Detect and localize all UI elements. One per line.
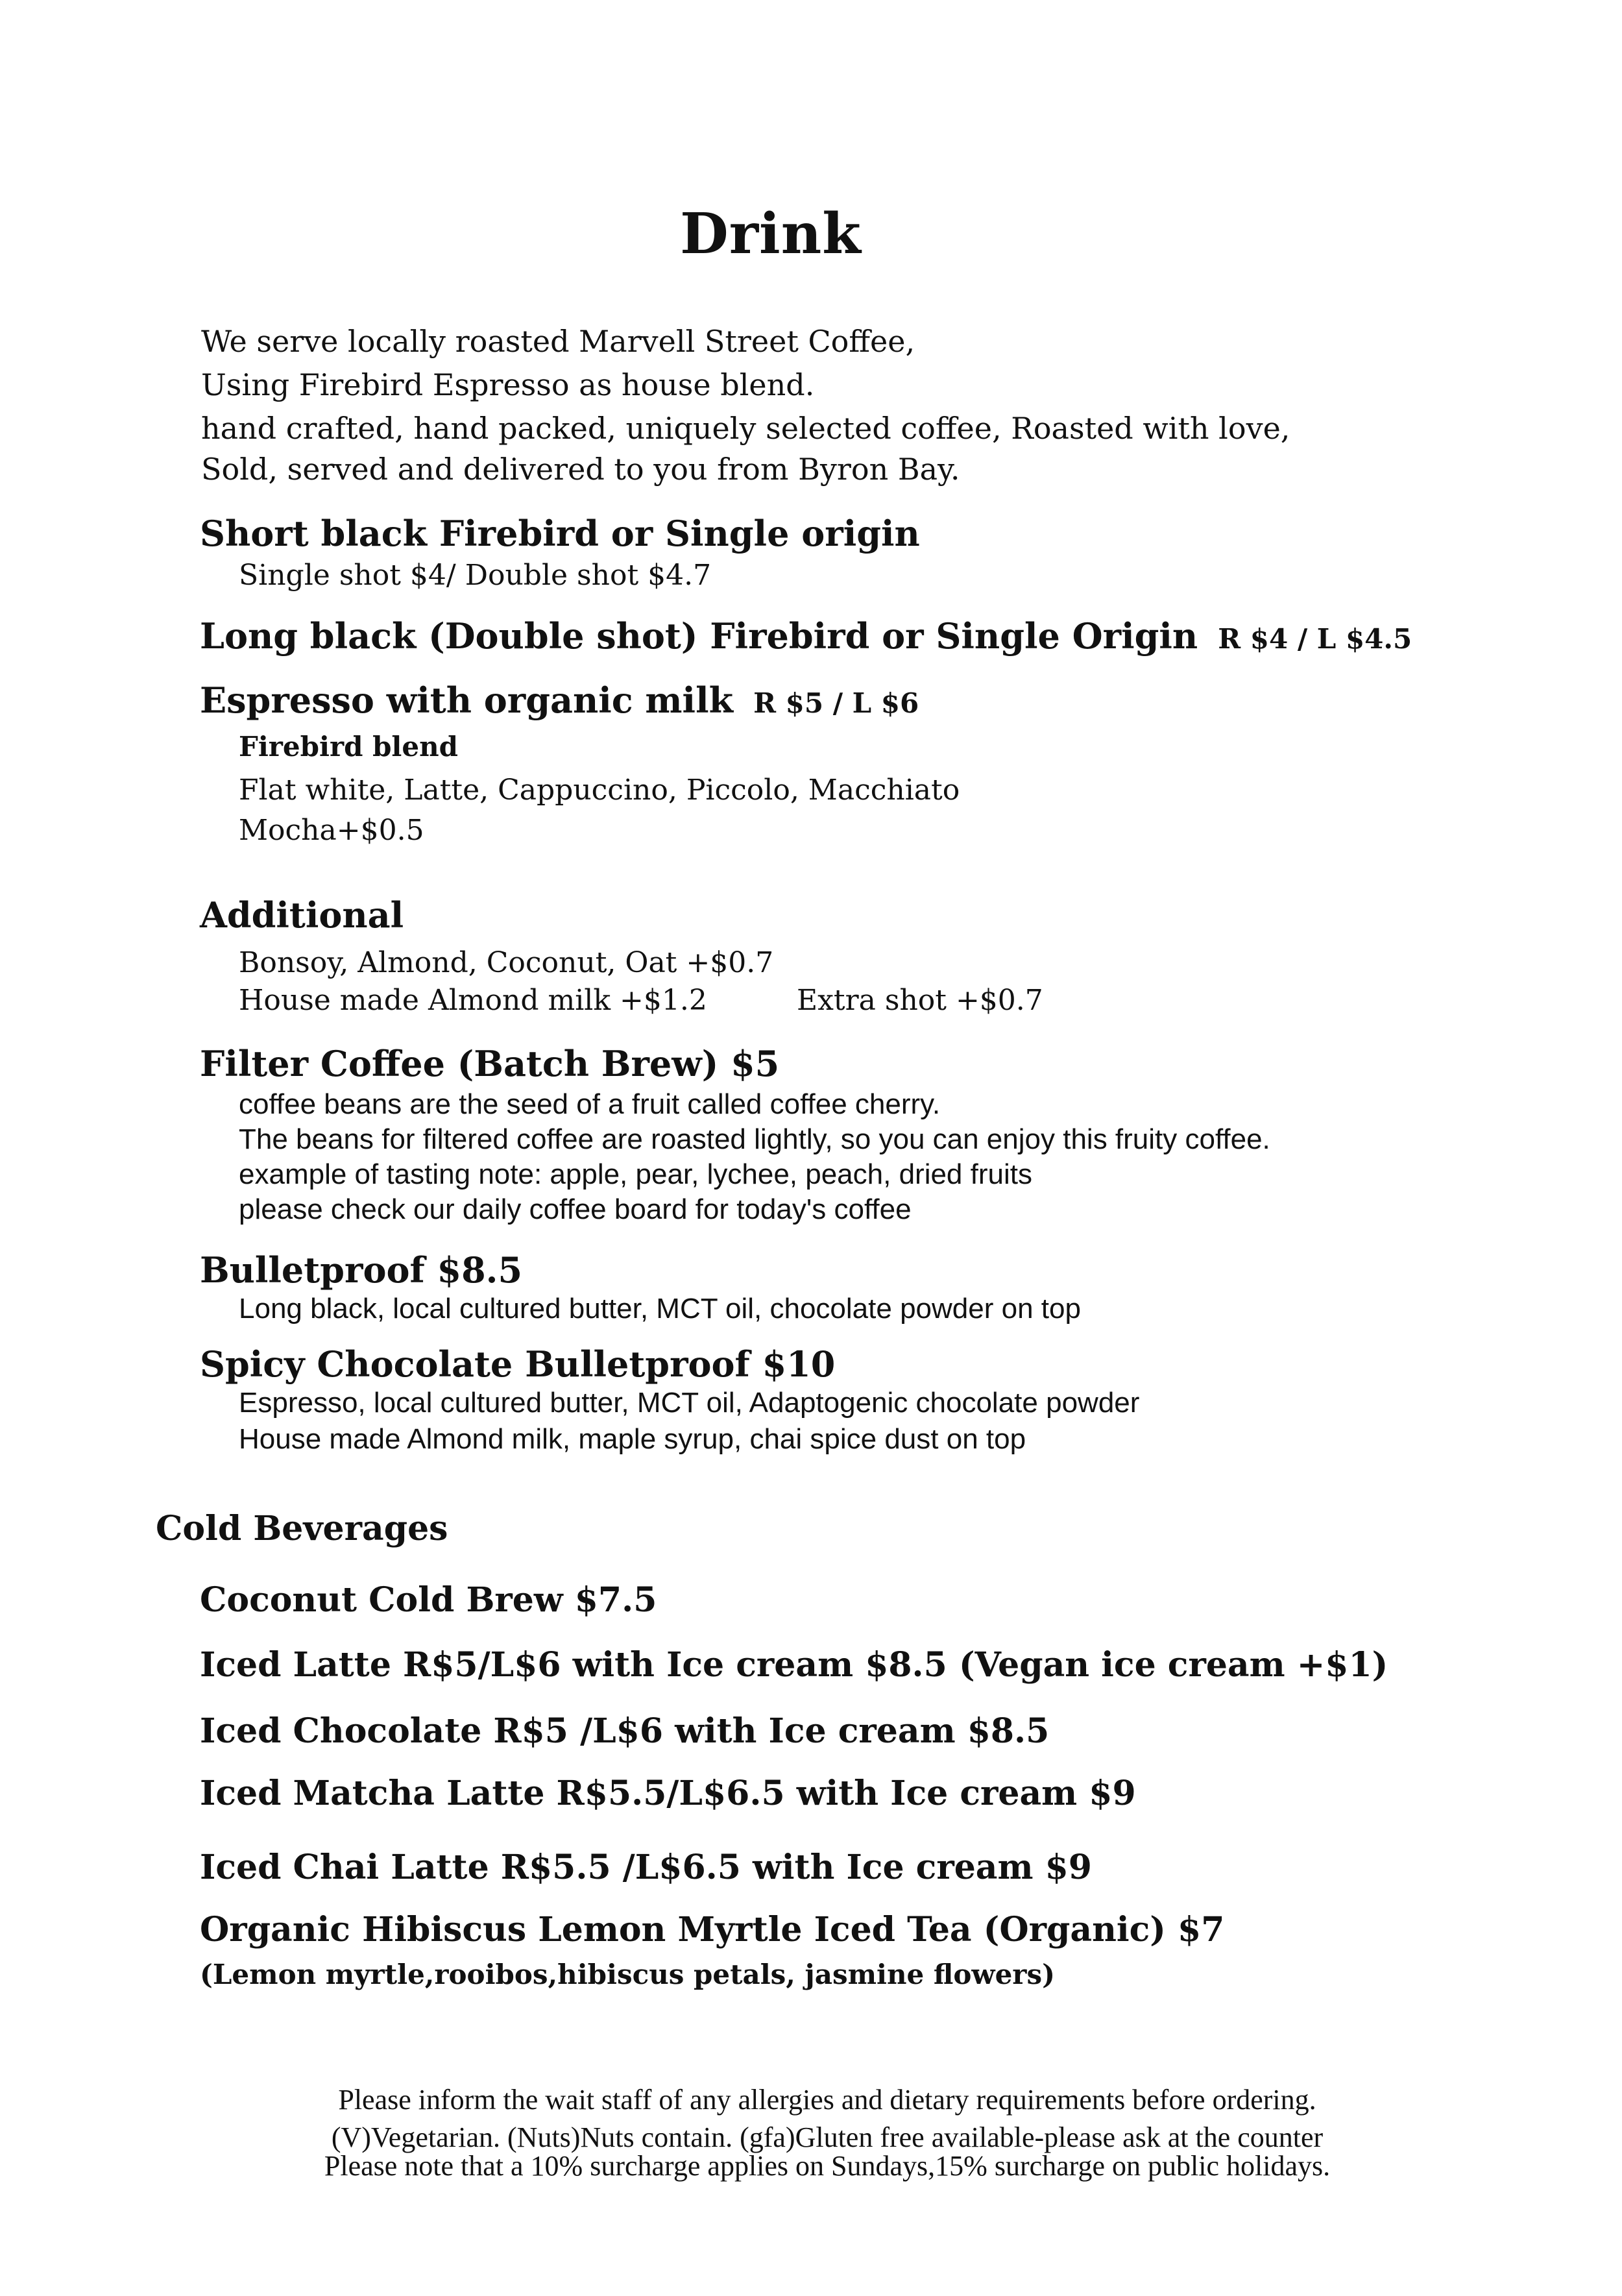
spicy-bulletproof-line: House made Almond milk, maple syrup, chai spice dust on top (239, 1423, 1026, 1455)
milk-styles: Flat white, Latte, Cappuccino, Piccolo, Macchiato (239, 774, 960, 807)
mocha-option: Mocha+$0.5 (239, 814, 424, 847)
filter-coffee-line: coffee beans are the seed of a fruit called coffee cherry. (239, 1088, 941, 1120)
cold-item: Organic Hibiscus Lemon Myrtle Iced Tea (Organic) $7 (200, 1910, 1225, 1949)
cold-item: Iced Chocolate R$5 /L$6 with Ice cream $8.5 (200, 1711, 1050, 1751)
short-black-detail: Single shot $4/ Double shot $4.7 (239, 559, 712, 592)
cold-item: Coconut Cold Brew $7.5 (200, 1580, 657, 1620)
cold-item: Iced Chai Latte R$5.5 /L$6.5 with Ice cream $9 (200, 1848, 1092, 1887)
cold-item: Iced Matcha Latte R$5.5/L$6.5 with Ice cream $9 (200, 1774, 1136, 1813)
allergy-notice: Please inform the wait staff of any allergies and dietary requirements before ordering. (338, 2084, 1316, 2116)
intro-line: Using Firebird Espresso as house blend. (201, 367, 815, 402)
espresso-milk-heading: Espresso with organic milk (200, 679, 733, 721)
dietary-legend: (V)Vegetarian. (Nuts)Nuts contain. (gfa)Gluten free available-please ask at the counter (331, 2121, 1324, 2153)
spicy-bulletproof-line: Espresso, local cultured butter, MCT oil, Adaptogenic chocolate powder (239, 1387, 1140, 1419)
filter-coffee-line: example of tasting note: apple, pear, lychee, peach, dried fruits (239, 1158, 1032, 1190)
additional-heading: Additional (200, 894, 404, 936)
surcharge-notice: Please note that a 10% surcharge applies on Sundays,15% surcharge on public holidays. (324, 2150, 1331, 2182)
intro-line: hand crafted, hand packed, uniquely selected coffee, Roasted with love, (201, 411, 1290, 446)
filter-coffee-line: The beans for filtered coffee are roasted lightly, so you can enjoy this fruity coffee. (239, 1123, 1270, 1155)
intro-line: We serve locally roasted Marvell Street Coffee, (201, 324, 915, 359)
espresso-milk-heading-row (200, 679, 919, 721)
cold-beverages-heading: Cold Beverages (156, 1509, 448, 1548)
short-black-heading: Short black Firebird or Single origin (200, 513, 920, 554)
alt-milks: Bonsoy, Almond, Coconut, Oat +$0.7 (239, 946, 774, 979)
bulletproof-heading: Bulletproof $8.5 (200, 1249, 523, 1291)
long-black-price: R $4 / L $4.5 (1218, 623, 1412, 655)
bulletproof-desc: Long black, local cultured butter, MCT oil, chocolate powder on top (239, 1293, 1081, 1325)
long-black-heading: Long black (Double shot) Firebird or Single Origin (200, 615, 1198, 657)
cold-item: Iced Latte R$5/L$6 with Ice cream $8.5 (Vegan ice cream +$1) (200, 1645, 1388, 1685)
espresso-milk-price: R $5 / L $6 (753, 687, 919, 719)
filter-coffee-line: please check our daily coffee board for today's coffee (239, 1193, 912, 1225)
almond-milk-option: House made Almond milk +$1.2 (239, 984, 707, 1017)
page-title: Drink (680, 201, 862, 267)
long-black-section (200, 615, 1412, 657)
filter-coffee-heading: Filter Coffee (Batch Brew) $5 (200, 1043, 780, 1084)
extra-shot-option: Extra shot +$0.7 (797, 984, 1043, 1017)
spicy-bulletproof-heading: Spicy Chocolate Bulletproof $10 (200, 1343, 836, 1385)
iced-tea-ingredients: (Lemon myrtle,rooibos,hibiscus petals, jasmine flowers) (200, 1959, 1055, 1990)
intro-line: Sold, served and delivered to you from Byron Bay. (201, 452, 960, 487)
firebird-blend-label: Firebird blend (239, 731, 459, 763)
